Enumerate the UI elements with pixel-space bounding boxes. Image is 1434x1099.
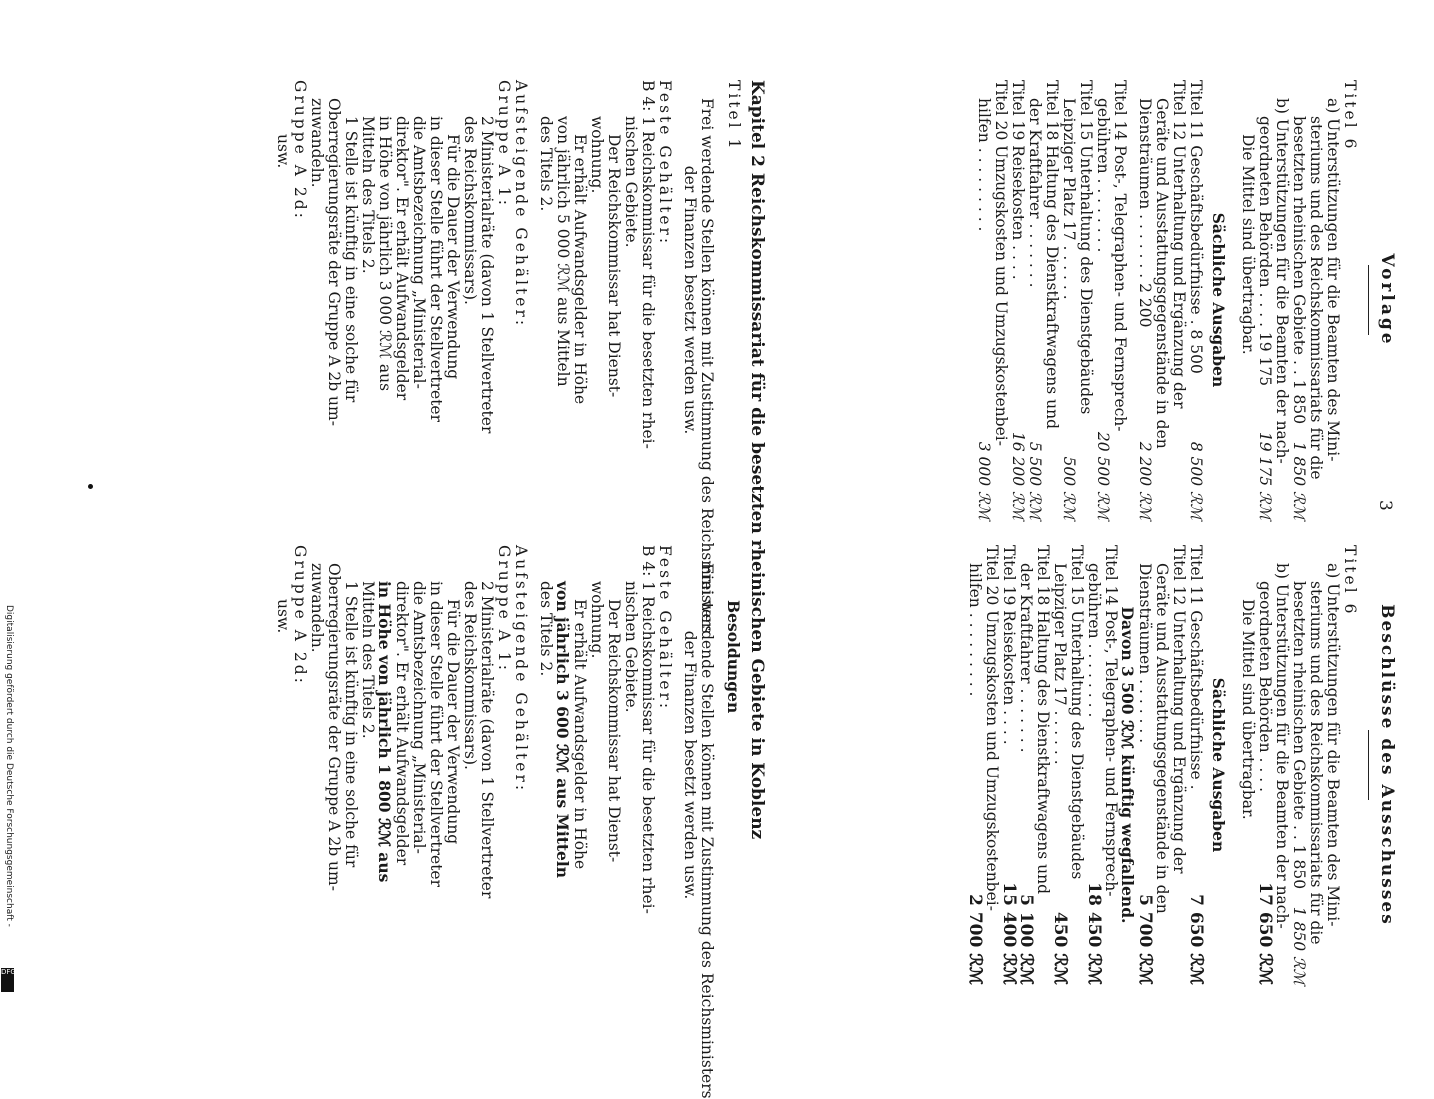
text-line: B 4: 1 Reichskommissar für die besetzten rhei- <box>639 545 657 914</box>
amount: 5 700 ℛℳ <box>1135 894 1155 985</box>
kapitel2-vorlage-column <box>274 80 716 634</box>
text-line: Leipziger Platz 17 . . . . . . 500 ℛℳ <box>1060 98 1078 520</box>
amount: 18 450 ℛℳ <box>1084 882 1104 985</box>
text-line: Titel 15 Unterhaltung des Dienstgebäudes <box>1077 80 1095 415</box>
titel-label: Titel 1 <box>725 80 743 152</box>
amount: 2 700 ℛℳ <box>965 894 985 985</box>
text-line: des Titels 2. <box>537 116 555 212</box>
text-line: Oberregierungsräte der Gruppe A 2b um- <box>325 98 343 426</box>
text-line: des Titels 2. <box>537 581 555 677</box>
gruppe-label: Gruppe A 1: <box>495 80 513 208</box>
text-line: a) Unterstützungen für die Beamten des Mini- <box>1324 98 1342 462</box>
text-line: in dieser Stelle führt der Stellvertreter <box>427 581 445 888</box>
beschluesse-column <box>966 545 1395 985</box>
text-line: Titel 11 Geschäftsbedürfnisse . 8 500 8 500 ℛℳ <box>1187 80 1205 520</box>
amount: 450 ℛℳ <box>1050 911 1070 985</box>
davon-note: Davon 3 500 ℛℳ künftig wegfallend. <box>1118 606 1137 924</box>
amount: 17 650 ℛℳ <box>1255 882 1275 985</box>
text-line: von jährlich 5 000 ℛℳ aus Mitteln <box>554 116 572 387</box>
text-line: Er erhält Aufwandsgelder in Höhe <box>571 134 589 405</box>
text-line: Für die Dauer der Verwendung <box>444 134 462 380</box>
text-line: zuwandeln. <box>308 563 326 653</box>
note: Die Mittel sind übertragbar. <box>1239 599 1257 820</box>
text-line: in dieser Stelle führt der Stellvertreter <box>427 116 445 423</box>
text-line: b) Unterstützungen für die Beamten der nach- <box>1273 98 1291 464</box>
heading-rule <box>1368 265 1369 335</box>
text-line: besetzten rheinischen Gebiete . . 1 850 1 850 ℛℳ <box>1290 116 1308 520</box>
titel-label: Titel 6 <box>1341 545 1359 617</box>
text-line: Oberregierungsräte der Gruppe A 2b um- <box>325 563 343 891</box>
text-line: usw. <box>274 599 292 634</box>
text-line: geordneten Behörden . . . . 17 650 ℛℳ <box>1255 581 1275 985</box>
text-line: Geräte und Ausstattungsgegenstände in den <box>1153 98 1171 449</box>
text-line: 1 Stelle ist künftig in eine solche für <box>342 581 360 868</box>
subheading: Feste Gehälter: <box>656 80 674 247</box>
text-line: Titel 12 Unterhaltung und Ergänzung der <box>1170 80 1188 409</box>
amount: 1 850 ℛℳ <box>1290 441 1308 520</box>
gruppe-label: Gruppe A 1: <box>495 545 513 673</box>
text-line: Titel 15 Unterhaltung des Dienstgebäudes <box>1068 545 1086 880</box>
text-line: Der Reichskommissar hat Dienst- <box>605 599 623 863</box>
subheading: Aufsteigende Gehälter: <box>512 80 530 329</box>
text-line: wohnung. <box>588 116 606 194</box>
text-line: Titel 19 Reisekosten . . . . 15 400 ℛℳ <box>999 545 1019 985</box>
amount: 5 500 ℛℳ <box>1026 441 1044 520</box>
text-line: in Höhe von jährlich 1 800 ℛℳ aus <box>375 581 394 883</box>
kapitel2-beschluesse-column <box>274 545 716 1099</box>
text-line: direktor". Er erhält Aufwandsgelder <box>393 581 411 866</box>
text-line: a) Unterstützungen für die Beamten des Mini- <box>1324 563 1342 927</box>
text-line: steriums und des Reichskommissariats für die <box>1307 116 1325 480</box>
text-line: die Amtsbezeichnung „Ministerial- <box>410 581 428 854</box>
besoldungen-heading: Besoldungen <box>724 600 743 714</box>
text-line: der Kraftfahrer . . . . . . . 5 500 ℛℳ <box>1026 98 1044 520</box>
beschluesse-heading: Beschlüsse des Ausschusses <box>1377 604 1397 926</box>
text-line: 1 Stelle ist künftig in eine solche für <box>342 116 360 403</box>
amount: 19 175 ℛℳ <box>1256 431 1274 520</box>
heading-rule <box>1368 730 1369 800</box>
section-heading: Sächliche Ausgaben <box>1209 212 1228 388</box>
text-line: b) Unterstützungen für die Beamten der nach- <box>1273 563 1291 929</box>
vorlage-column <box>975 80 1395 520</box>
section-heading: Sächliche Ausgaben <box>1209 677 1228 853</box>
amount: 7 650 ℛℳ <box>1186 894 1206 985</box>
text-line: Titel 12 Unterhaltung und Ergänzung der <box>1170 545 1188 874</box>
vorlage-heading: Vorlage <box>1377 253 1397 347</box>
scan-speck <box>88 484 93 489</box>
text-line: B 4: 1 Reichskommissar für die besetzten rhei- <box>639 80 657 449</box>
subheading: Feste Gehälter: <box>656 545 674 712</box>
kapitel-heading: Kapitel 2 Reichskommissariat für die besetzten rheinischen Gebiete in Koblenz <box>747 80 767 840</box>
text-line: Titel 14 Post-, Telegraphen- und Fernsprech- <box>1102 545 1120 897</box>
text-line: Der Reichskommissar hat Dienst- <box>605 134 623 398</box>
text-line: Mitteln des Titels 2. <box>359 116 377 274</box>
text-line: in Höhe von jährlich 3 000 ℛℳ aus <box>376 116 394 392</box>
amount: 1 850 ℛℳ <box>1290 906 1308 985</box>
text-line: des Reichskommissars). <box>461 581 479 770</box>
titel-label: Titel 6 <box>1341 80 1359 152</box>
text-line: gebühren . . . . . . . . 20 500 ℛℳ <box>1094 98 1112 520</box>
text-line: Titel 20 Umzugskosten und Umzugskostenbei- <box>992 80 1010 446</box>
text-line: Titel 20 Umzugskosten und Umzugskostenbei- <box>983 545 1001 911</box>
text-line: nischen Gebiete. <box>622 581 640 713</box>
text-line: Titel 18 Haltung des Dienstkraftwagens und <box>1034 545 1052 895</box>
amount: 20 500 ℛℳ <box>1094 431 1112 520</box>
text-line: usw. <box>274 134 292 169</box>
amount: 8 500 ℛℳ <box>1187 441 1205 520</box>
rotated-document-page <box>15 20 1397 1099</box>
amount: 16 200 ℛℳ <box>1009 431 1027 520</box>
text-line: 2 Ministerialräte (davon 1 Stellvertreter <box>478 116 496 434</box>
text-line: die Amtsbezeichnung „Ministerial- <box>410 116 428 389</box>
subheading: Aufsteigende Gehälter: <box>512 545 530 794</box>
text-line: Titel 14 Post-, Telegraphen- und Fernsprech- <box>1111 80 1129 432</box>
credit-text: Digitalisierung gefördert durch die Deutsche Forschungsgemeinschaft - <box>4 605 14 927</box>
text-line: Mitteln des Titels 2. <box>359 581 377 739</box>
text-line: der Finanzen besetzt werden usw. <box>681 165 699 435</box>
text-line: direktor". Er erhält Aufwandsgelder <box>393 116 411 401</box>
amount: 2 200 ℛℳ <box>1136 441 1154 520</box>
text-line: gebühren . . . . . . . . 18 450 ℛℳ <box>1084 563 1104 985</box>
text-line: Geräte und Ausstattungsgegenstände in den <box>1153 563 1171 914</box>
text-line: hilfen . . . . . . . . . 3 000 ℛℳ <box>975 98 993 520</box>
amount: 3 000 ℛℳ <box>975 441 993 520</box>
text-line: nischen Gebiete. <box>622 116 640 248</box>
gruppe-label: Gruppe A 2d: <box>291 80 309 221</box>
text-line: von jährlich 3 600 ℛℳ aus Mitteln <box>553 581 572 879</box>
page-number: 3 <box>1375 500 1395 511</box>
dfg-logo-icon: DFG <box>1 968 14 992</box>
text-line: steriums und des Reichskommissariats für die <box>1307 581 1325 945</box>
text-line: Diensträumen . . . . . . . 5 700 ℛℳ <box>1135 563 1155 985</box>
text-line: wohnung. <box>588 581 606 659</box>
text-line: Er erhält Aufwandsgelder in Höhe <box>571 599 589 870</box>
amount: 500 ℛℳ <box>1060 456 1078 520</box>
text-line: der Finanzen besetzt werden usw. <box>681 630 699 900</box>
text-line: geordneten Behörden . . . . 19 175 19 175 ℛℳ <box>1256 116 1274 520</box>
text-line: Leipziger Platz 17 . . . . . . 450 ℛℳ <box>1050 563 1070 985</box>
text-line: Für die Dauer der Verwendung <box>444 599 462 845</box>
text-line: Frei werdende Stellen können mit Zustimmung des Reichsministers <box>698 98 716 634</box>
text-line: hilfen . . . . . . . . . 2 700 ℛℳ <box>965 563 985 985</box>
text-line: zuwandeln. <box>308 98 326 188</box>
text-line: Diensträumen . . . . . . . 2 200 2 200 ℛℳ <box>1136 98 1154 520</box>
text-line: der Kraftfahrer . . . . . . . 5 100 ℛℳ <box>1016 563 1036 985</box>
text-line: Titel 18 Haltung des Dienstkraftwagens und <box>1043 80 1061 430</box>
digitization-credit <box>2 605 16 995</box>
note: Die Mittel sind übertragbar. <box>1239 134 1257 355</box>
amount: 5 100 ℛℳ <box>1016 894 1036 985</box>
kapitel-titel-row <box>725 80 743 980</box>
gruppe-label: Gruppe A 2d: <box>291 545 309 686</box>
text-line: Titel 11 Geschäftsbedürfnisse . 7 650 ℛℳ <box>1186 545 1206 985</box>
text-line: Titel 19 Reisekosten . . . . 16 200 ℛℳ <box>1009 80 1027 520</box>
text-line: Frei werdende Stellen können mit Zustimmung des Reichsministers <box>698 563 716 1099</box>
amount: 15 400 ℛℳ <box>999 882 1019 985</box>
text-line: 2 Ministerialräte (davon 1 Stellvertreter <box>478 581 496 899</box>
text-line: besetzten rheinischen Gebiete . . 1 850 1 850 ℛℳ <box>1290 581 1308 985</box>
text-line: des Reichskommissars). <box>461 116 479 305</box>
